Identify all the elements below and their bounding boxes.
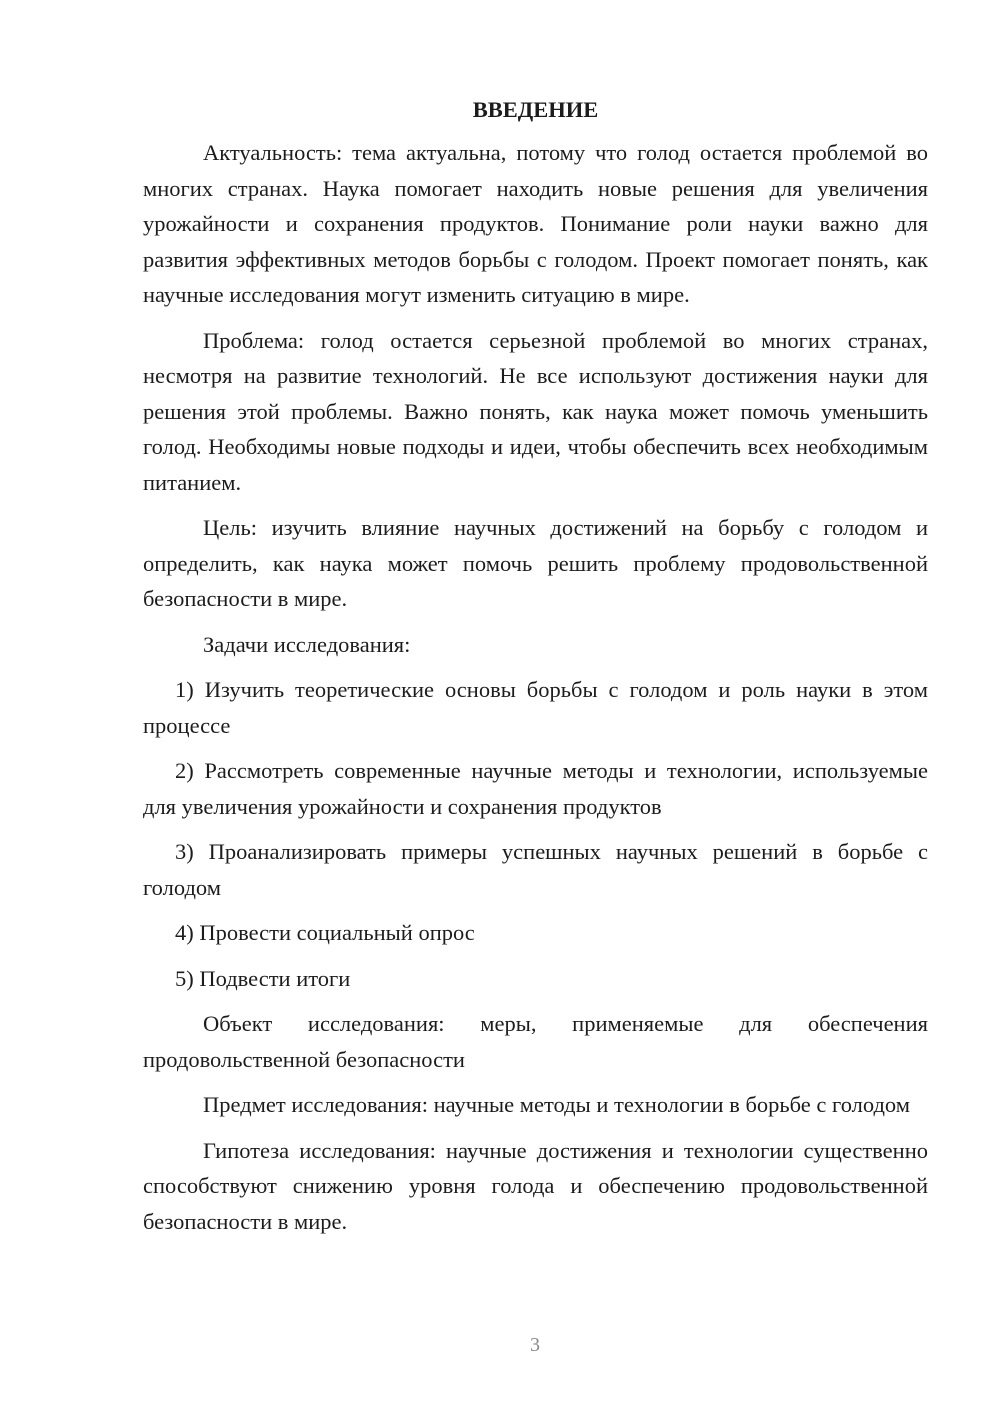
tasks-title: Задачи исследования: [203,631,411,657]
hypothesis-paragraph: Гипотеза исследования: научные достижения и технологии существенно способствуют снижению уровня голода и обеспечению продовольственной безопасности в мире. [143,1137,928,1234]
task-item: 2) Рассмотреть современные научные методы и технологии, используемые для увеличения урожайности и сохранения продуктов [143,758,928,819]
page-number: 3 [530,1334,540,1356]
subject-paragraph: Предмет исследования: научные методы и технологии в борьбе с голодом [203,1092,910,1117]
object-paragraph: Объект исследования: меры, применяемые для обеспечения продовольственной безопасности [143,1011,928,1072]
page-content [143,95,928,1249]
task-item: 1) Изучить теоретические основы борьбы с голодом и роль науки в этом процессе [143,677,928,738]
task-item: 5) Подвести итоги [175,965,351,991]
goal-paragraph: Цель: изучить влияние научных достижений на борьбу с голодом и определить, как наука может помочь решить проблему продовольственной безопасности в мире. [143,515,928,611]
problem-paragraph: Проблема: голод остается серьезной проблемой во многих странах, несмотря на развитие технологий. Не все используют достижения науки для решения этой проблемы. Важно понять, как наука может помочь уменьшить голод. Необходимы новые подходы и идеи, чтобы обеспечить всех необходимым питанием. [143,327,928,495]
task-item: 4) Провести социальный опрос [175,920,475,945]
relevance-paragraph: Актуальность: тема актуальна, потому что голод остается проблемой во многих странах. Наука помогает находить новые решения для увеличения урожайности и сохранения продуктов. Понимание роли науки важно для развития эффективных методов борьбы с голодом. Проект помогает понять, как научные исследования могут изменить ситуацию в мире. [143,140,928,307]
task-item: 3) Проанализировать примеры успешных научных решений в борьбе с голодом [143,839,928,900]
section-heading: ВВЕДЕНИЕ [472,97,599,122]
